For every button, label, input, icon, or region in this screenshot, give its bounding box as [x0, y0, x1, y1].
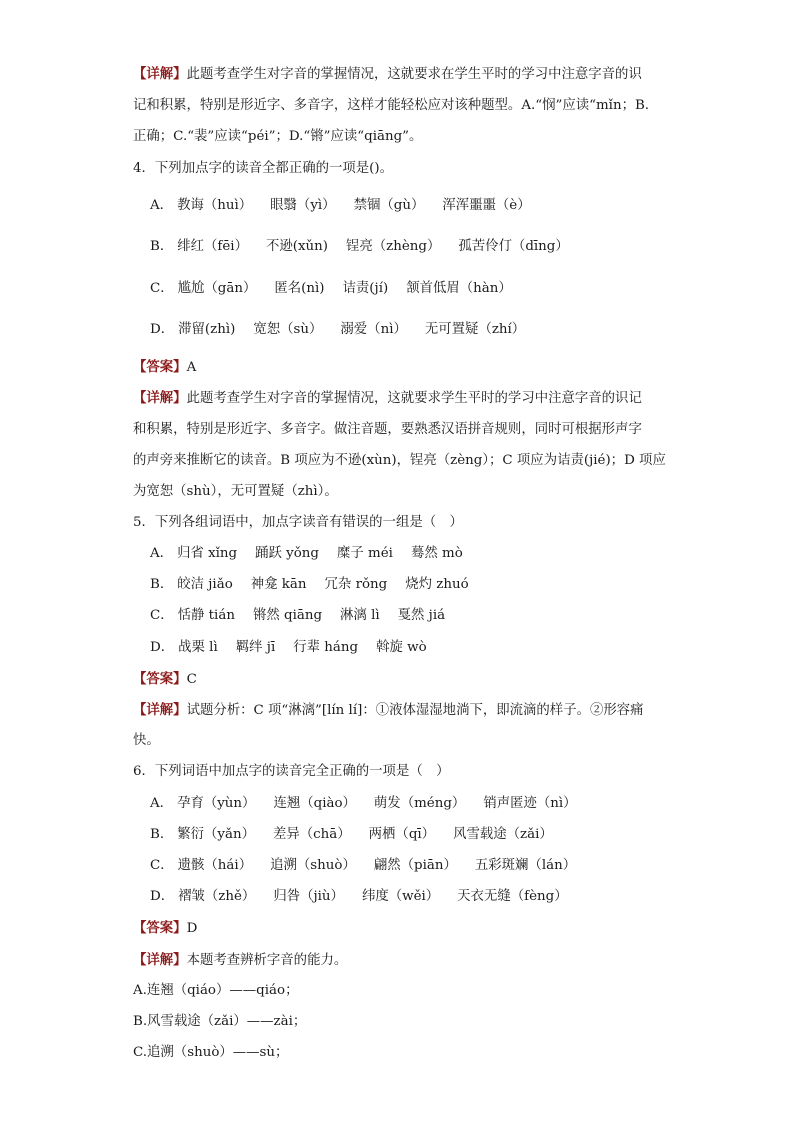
option-word: 销声匿迹（nì）: [483, 796, 577, 811]
detail-item-c: C.追溯（shuò）——sù；: [133, 1045, 289, 1060]
option-word: 萌发（méng）: [373, 796, 466, 811]
option-word: 尴尬（gān）: [177, 281, 257, 296]
option-letter: A．: [150, 546, 174, 561]
option-a: [150, 196, 549, 216]
option-c: [150, 606, 463, 626]
option-word: 褶皱（zhě）: [178, 889, 256, 904]
question-stem: 5．下列各组词语中，加点字读音有错误的一组是（ ）: [133, 515, 463, 530]
detail-text: 此题考查学生对字音的掌握情况，这就要求学生平时的学习中注意字音的识记: [186, 391, 642, 406]
detail-paragraph: [133, 700, 644, 721]
detail-paragraph: [133, 64, 642, 85]
option-letter: D．: [150, 322, 175, 337]
option-word: 烧灼 zhuó: [405, 577, 469, 592]
option-word: 绯红（fēi）: [177, 239, 248, 254]
option-word: 归咎（jiù）: [273, 889, 344, 904]
option-word: 浑浑噩噩（è）: [442, 198, 531, 213]
detail-text: 本题考查辨析字音的能力。: [186, 953, 348, 968]
option-letter: C．: [150, 608, 174, 623]
option-word: 戛然 jiá: [397, 608, 446, 623]
question-stem: 6．下列词语中加点字的读音完全正确的一项是（ ）: [133, 764, 450, 779]
option-c: [150, 279, 530, 299]
option-word: 天衣无缝（fèng）: [457, 889, 568, 904]
option-letter: B．: [150, 239, 174, 254]
option-letter: A．: [150, 198, 174, 213]
option-word: 孤苦伶仃（dīng）: [458, 239, 569, 254]
option-word: 锃亮（zhèng）: [346, 239, 441, 254]
option-word: 孕育（yùn）: [177, 796, 256, 811]
option-word: 皎洁 jiǎo: [177, 577, 233, 592]
option-letter: D．: [150, 889, 175, 904]
detail-line: 和积累，特别是形近字、多音字。做注音题，要熟悉汉语拼音规则，同时可根据形声字: [133, 422, 642, 437]
detail-text: 此题考查学生对字音的掌握情况，这就要求在学生平时的学习中注意字音的识: [186, 67, 642, 82]
option-word: 行辈 háng: [293, 640, 359, 655]
option-word: 纬度（wěi）: [361, 889, 440, 904]
detail-line: 为宽恕（shù），无可置疑（zhì）。: [133, 484, 338, 499]
detail-paragraph: [133, 388, 642, 409]
option-d: [150, 320, 543, 340]
option-word: 羁绊 jī: [235, 640, 276, 655]
answer-tag: 【答案】: [133, 671, 187, 687]
detail-tag: 【详解】: [133, 952, 187, 968]
option-word: 锵然 qiāng: [252, 608, 323, 623]
detail-line: 正确；C.“裴”应读“péi”；D.“锵”应读“qiāng”。: [133, 129, 423, 144]
option-b: [150, 237, 587, 257]
detail-line: 记和积累，特别是形近字、多音字，这样才能轻松应对该种题型。A.“悯”应读“mǐn；B.: [133, 98, 650, 113]
option-word: 五彩斑斓（lán）: [474, 858, 577, 873]
answer-line: [133, 918, 197, 939]
option-word: 宽恕（sù）: [253, 322, 323, 337]
option-word: 连翘（qiào）: [273, 796, 356, 811]
option-word: 风雪载途（zǎi）: [453, 827, 553, 842]
option-letter: B．: [150, 827, 174, 842]
answer-value: D: [186, 921, 198, 936]
detail-tag: 【详解】: [133, 66, 187, 82]
option-word: 追溯（shuò）: [270, 858, 356, 873]
option-letter: B．: [150, 577, 174, 592]
option-word: 战栗 lì: [178, 640, 218, 655]
detail-text: 试题分析：C 项“淋漓”[lín lí]：①液体湿湿地淌下，即流滴的样子。②形容痛: [186, 703, 644, 718]
option-word: 禁锢（gù）: [353, 198, 425, 213]
option-word: 两栖（qī）: [368, 827, 436, 842]
detail-line: 快。: [133, 733, 160, 748]
option-a: [150, 544, 481, 564]
option-word: 踊跃 yǒng: [255, 546, 320, 561]
detail-tag: 【详解】: [133, 702, 187, 718]
option-word: 无可置疑（zhí）: [424, 322, 526, 337]
option-letter: C．: [150, 858, 174, 873]
option-word: 蓦然 mò: [410, 546, 463, 561]
option-c: [150, 856, 594, 876]
option-a: [150, 794, 595, 814]
option-word: 遗骸（hái）: [177, 858, 253, 873]
option-word: 神龛 kān: [250, 577, 307, 592]
question-stem: 4．下列加点字的读音全都正确的一项是()。: [133, 161, 393, 176]
answer-tag: 【答案】: [133, 359, 187, 375]
detail-line: 的声旁来推断它的读音。B 项应为不逊(xùn)，锃亮（zèng）；C 项应为诘责(jié)；D 项应: [133, 453, 666, 468]
option-word: 归省 xǐng: [177, 546, 238, 561]
answer-line: [133, 357, 196, 378]
option-word: 淋漓 lì: [340, 608, 380, 623]
option-word: 糜子 méi: [337, 546, 393, 561]
option-letter: D．: [150, 640, 175, 655]
option-word: 教诲（huì）: [177, 198, 253, 213]
option-b: [150, 825, 571, 845]
option-word: 翩然（piān）: [373, 858, 457, 873]
option-word: 冗杂 rǒng: [324, 577, 388, 592]
detail-paragraph: [133, 950, 347, 971]
option-word: 不逊(xǔn): [265, 239, 328, 254]
option-d: [150, 638, 445, 658]
answer-line: [133, 669, 197, 690]
answer-tag: 【答案】: [133, 920, 187, 936]
option-word: 溺爱（nì）: [340, 322, 407, 337]
option-word: 颔首低眉（hàn）: [406, 281, 512, 296]
option-word: 眼翳（yì）: [270, 198, 336, 213]
option-word: 繁衍（yǎn）: [177, 827, 255, 842]
option-word: 滞留(zhì): [178, 322, 236, 337]
option-d: [150, 887, 586, 907]
answer-value: C: [186, 672, 197, 687]
option-letter: C．: [150, 281, 174, 296]
option-word: 诘责(jí): [342, 281, 389, 296]
option-b: [150, 575, 487, 595]
option-word: 恬静 tián: [177, 608, 235, 623]
detail-item-b: B.风雪载途（zǎi）——zài；: [133, 1014, 307, 1029]
option-letter: A．: [150, 796, 174, 811]
option-word: 匿名(nì): [274, 281, 325, 296]
detail-tag: 【详解】: [133, 390, 187, 406]
answer-value: A: [186, 360, 197, 375]
option-word: 差异（chā）: [272, 827, 351, 842]
option-word: 斡旋 wò: [376, 640, 427, 655]
detail-item-a: A.连翘（qiáo）——qiáo；: [133, 983, 299, 998]
